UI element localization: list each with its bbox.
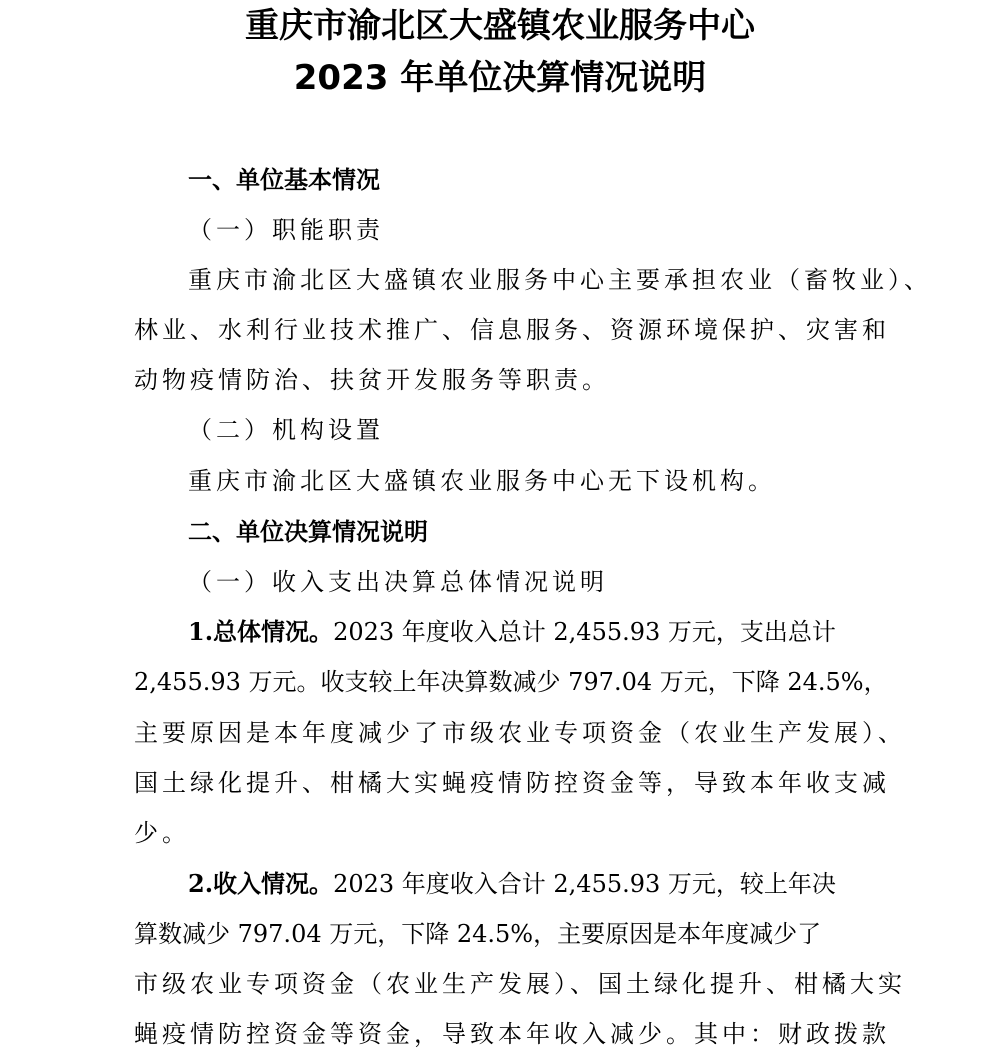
paragraph-line: 主要原因是本年度减少了市级农业专项资金（农业生产发展）、 (134, 719, 906, 747)
paragraph-label: 1.总体情况。 (188, 617, 334, 646)
paragraph-line (188, 866, 894, 902)
paragraph-line: 林业、水利行业技术推广、信息服务、资源环境保护、灾害和 (134, 316, 890, 344)
paragraph-line: 算数减少 797.04 万元，下降 24.5%，主要原因是本年度减少了 (134, 920, 822, 948)
document-title-line2: 2023 年单位决算情况说明 (293, 58, 707, 98)
paragraph-line: 动物疫情防治、扶贫开发服务等职责。 (134, 366, 610, 394)
section2-heading: 二、单位决算情况说明 (188, 518, 428, 546)
paragraph-line: 少。 (134, 819, 190, 847)
paragraph-text: 2023 年度收入总计 2,455.93 万元，支出总计 (333, 618, 836, 646)
paragraph-text: 2023 年度收入合计 2,455.93 万元，较上年决 (333, 870, 836, 898)
paragraph-line (188, 614, 894, 650)
section2-sub1-heading: （一）收入支出决算总体情况说明 (188, 568, 608, 596)
paragraph-line: 蝇疫情防控资金等资金，导致本年收入减少。其中：财政拨款 (134, 1020, 890, 1048)
paragraph-line: 重庆市渝北区大盛镇农业服务中心无下设机构。 (188, 467, 776, 495)
paragraph-line: 重庆市渝北区大盛镇农业服务中心主要承担农业（畜牧业）、 (188, 266, 932, 294)
section1-heading: 一、单位基本情况 (188, 166, 380, 194)
document-title-line1: 重庆市渝北区大盛镇农业服务中心 (245, 6, 755, 46)
section1-sub2-heading: （二）机构设置 (188, 416, 384, 444)
paragraph-line: 市级农业专项资金（农业生产发展）、国土绿化提升、柑橘大实 (134, 970, 906, 998)
paragraph-line: 国土绿化提升、柑橘大实蝇疫情防控资金等，导致本年收支减 (134, 769, 890, 797)
paragraph-line: 2,455.93 万元。收支较上年决算数减少 797.04 万元，下降 24.5%， (134, 668, 888, 696)
section1-sub1-heading: （一）职能职责 (188, 216, 384, 244)
paragraph-label: 2.收入情况。 (188, 869, 334, 898)
